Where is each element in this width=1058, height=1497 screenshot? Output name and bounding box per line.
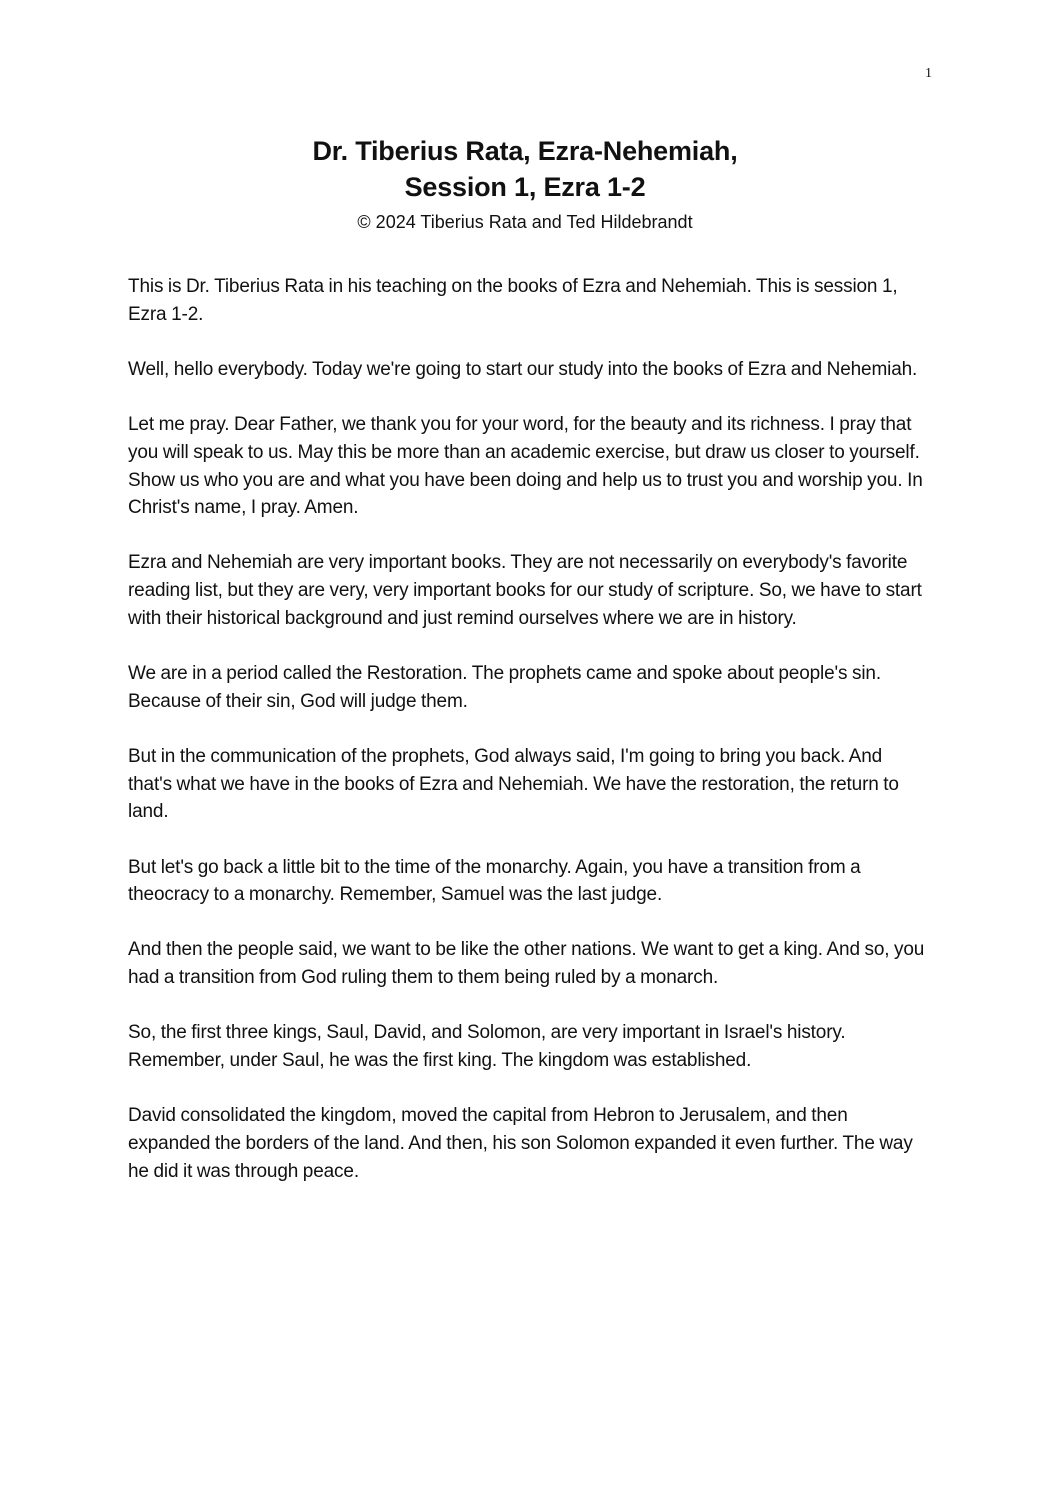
paragraph-8: And then the people said, we want to be like the other nations. We want to get a king. And so, you had a transition from God ruling them to them being ruled by a monarch. — [128, 939, 925, 989]
transcript-body — [128, 273, 928, 1213]
title-line-2: Session 1, Ezra 1-2 — [404, 172, 646, 202]
paragraph-4: Ezra and Nehemiah are very important books. They are not necessarily on everybody's favorite reading list, but they are very, very important books for our study of scripture. So, we have to start with their historical background and just remind ourselves where we are in history. — [128, 552, 922, 629]
paragraph-1: This is Dr. Tiberius Rata in his teaching on the books of Ezra and Nehemiah. This is session 1, Ezra 1-2. — [128, 276, 898, 325]
paragraph-5: We are in a period called the Restoration. The prophets came and spoke about people's sin. Because of their sin, God will judge them. — [128, 663, 881, 712]
paragraph-7: But let's go back a little bit to the time of the monarchy. Again, you have a transition from a theocracy to a monarchy. Remember, Samuel was the last judge. — [128, 856, 861, 906]
page-number: 1 — [925, 66, 932, 81]
paragraph-6: But in the communication of the prophets, God always said, I'm going to bring you back. And that's what we have in the books of Ezra and Nehemiah. We have the restoration, the return to land. — [128, 745, 899, 823]
document-header — [128, 133, 922, 235]
title-line-1: Dr. Tiberius Rata, Ezra-Nehemiah, — [312, 136, 738, 166]
paragraph-2: Well, hello everybody. Today we're going to start our study into the books of Ezra and Nehemiah. — [128, 358, 918, 380]
copyright-line: © 2024 Tiberius Rata and Ted Hildebrandt — [357, 212, 693, 232]
paragraph-10: David consolidated the kingdom, moved the capital from Hebron to Jerusalem, and then expanded the borders of the land. And then, his son Solomon expanded it even further. The way he did it was through peace. — [128, 1105, 913, 1182]
paragraph-9: So, the first three kings, Saul, David, and Solomon, are very important in Israel's history. Remember, under Saul, he was the first king. The kingdom was established. — [128, 1022, 846, 1072]
paragraph-3: Let me pray. Dear Father, we thank you for your word, for the beauty and its richness. I pray that you will speak to us. May this be more than an academic exercise, but draw us closer to yourself. Show us who you are and what you have been doing and help us to trust you and worship you. In Christ's name, I pray. Amen. — [128, 414, 923, 519]
